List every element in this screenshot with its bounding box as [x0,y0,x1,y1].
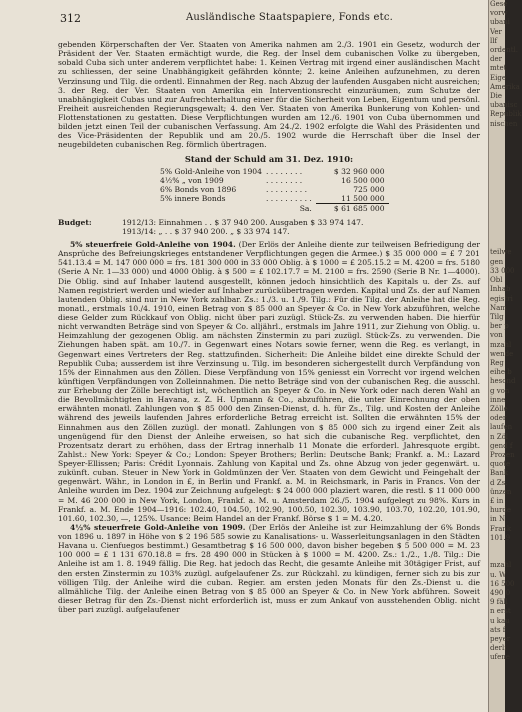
edge-fragment: Reg [490,358,504,367]
debt-label: 5% innere Bonds [160,194,226,204]
debt-amount: 11 500 000 [341,194,385,204]
text-column [58,40,480,614]
edge-fragment: 9 fäll [490,598,508,607]
edge-fragment: wende [490,349,514,358]
edge-fragment: hesond [490,377,516,386]
edge-fragment [489,156,505,165]
loan-1909-paragraph [58,523,480,614]
edge-fragment: eihe b [490,368,512,377]
edge-fragment: oder [490,414,507,423]
edge-fragment [489,147,505,156]
edge-fragment [489,193,505,202]
edge-fragment: ordentl. [490,46,518,55]
edge-fragment: derli [490,644,507,653]
budget-label: Budget: [58,217,92,227]
edge-fragment: Tilg [490,312,504,321]
debt-amount: 16 500 000 [341,175,385,185]
edge-fragment: ubani [490,18,510,27]
edge-fragment [489,202,505,211]
edge-fragment: inne [490,395,506,404]
edge-fragment: Inhab [490,285,511,294]
debt-label: 6% Bonds von 1896 [160,185,237,195]
edge-fragment: von [490,331,503,340]
edge-fragment: n Zöl [490,432,509,441]
edge-fragment: mzahl [490,340,512,349]
debt-amount: 725 000 [353,185,385,195]
debt-table [160,167,389,214]
edge-fragment: ufene [490,653,510,662]
edge-fragment [489,129,505,138]
edge-fragment: ber p [490,322,509,331]
edge-fragment: Prozen [490,450,515,459]
edge-fragment [489,230,505,239]
edge-fragment: vorw [490,9,508,18]
edge-fragment: Frank [490,524,512,533]
loan-1904-paragraph [58,240,480,523]
edge-fragment [489,175,505,184]
edge-fragment: llf [490,36,498,45]
edge-fragment: Gese [490,0,508,8]
debt-row [160,194,389,204]
edge-fragment: u kau [490,616,510,625]
edge-fragment [489,239,505,248]
loan-1904-text: (Der Erlös der Anleihe diente zur teilweisen Befriedigung der Ansprüche des Befreiungskrieges entstandener Verpflichtungen gegen die Armee.) $ 35 000 000 = £ 7 201 541.13.4 = M. 147 000 000 = frs. 181 300 000 in 33 000 Oblig. à $ 1000 = £ 205.15.2 = M. 4200 = frs. 5180 (Serie A Nr. 1—33 000) und 4000 Oblig. à $ 500 = £ 102.17.7 = M. 2100 = frs. 2590 (Serie B Nr. 1—4000). Die Oblig. sind auf Inhaber lautend ausgestellt, können jedoch hinsichtlich des Kapitals u. der Zs. auf Namen registriert werden und wieder auf Inhaber zurückübertragen werden. Kapital und Zs. der auf Namen lautenden Oblig. sind nur in New York zahlbar. Zs.: 1./3. u. 1./9. Tilg.: Für die Tilg. der Anleihe hat die Reg. monatl., erstmals 10./4. 1910, einen Betrag von $ 85 000 an Speyer & Co. in New York abzuführen, welche diese Gelder zum Rückkauf von Oblig. nicht über pari zuzügl. Stück-Zs. zu verwenden haben. Die hierfür nicht verwandten Beträge sind von Speyer & Co. alljährl., erstmals im Jahre 1911, zur Ziehung von Oblig. u. Heimzahlung der gezogenen Oblig. am nächsten Zinstermin zu pari zuzügl. Stück-Zs. zu verwenden. Die Ziehungen haben spät. am 10./7. in Gegenwart eines Notars sowie ferner, wenn die Reg. es verlangt, in Gegenwart eines Vertreters der Reg. stattzufinden. Sicherheit: Die Anleihe bildet eine direkte Schuld der Republik Cuba; ausserdem ist ihre Verzinsung u. Tilg. im besonderen sichergestellt durch Verpfändung von 15% der Einnahmen aus den Zöllen. Diese Verpfändung von 15% geniesst ein Vorrecht vor irgend welchen künftigen Verpfändungen von Zolleinnahmen. Die netto Beträge sind von der cubanischen Reg. die ausschl. zur Erhebung der Zölle berechtigt ist, wöchentlich an Speyer & Co. in New York oder nach deren Wahl an die Bevollmächtigten in Havana, z. Z. H. Upmann & Co., abzuführen, die unter Einrechnung der oben erwähnten monatl. Zahlungen von $ 85 000 den Zinsen-Dienst, d. h. für Zs., Tilg. und Kosten der Anleihe während des jeweils laufenden Jahres erforderliche Betrag erreicht ist. Sollten die erwähnten 15% der Einnahmen aus den Zöllen zuzügl. der monatl. Zahlungen von $ 85 000 sich zu irgend einer Zeit als ungenügend für den Dienst der Anleihe erweisen, so hat sich die cubanische Reg. verpflichtet, den Prozentsatz derart zu erhöhen, dass der Ertrag innerhalb 11 Monate die erforderl. Jahresquote ergibt. Zahlst.: New York: Speyer & Co.; London: Speyer Brothers; Berlin: Deutsche Bank; Frankf. a. M.: Lazard Speyer-Ellissen; Paris: Crédit Lyonnais. Zahlung von Kapital und Zs. ohne Abzug von jeder gegenwärt. u. zukünft. cuban. Steuer in New York in Goldmünzen der Ver. Staaten von dem Gewicht und Feingehalt der gegenwärt. Währ., in London in £, in Berlin und Frankf. a. M. in Reichsmark, in Paris in Francs. Von der Anleihe wurden im Dez. 1904 zur Zeichnung aufgelegt: $ 24 000 000 plaziert waren, die restl. $ 11 000 000 = M. 46 200 000 in New York, London, Frankf. a. M. u. Amsterdam 26./5. 1904 aufgelegt zu 98%. Kurs in Frankf. a. M. Ende 1904—1916: 102.40, 104.50, 102.90, 100.50, 102.30, 103.90, 103.70, 102.20, 101.90, 101.60, 102.30, —, 125%. Usance: Beim Handel an der Frankf. Börse $ 1 = M. 4.20. [58,240,480,523]
edge-fragment: nischen [490,119,518,128]
edge-fragment: u. W [490,570,507,579]
budget-block [58,218,480,236]
edge-fragment: ats f [490,625,506,634]
edge-fragment: mtet [490,64,507,73]
debt-section-title: Stand der Schuld am 31. Dez. 1910: [184,153,354,164]
budget-line-1: 1912/13: Einnahmen . . $ 37 940 200. Ausgaben $ 33 974 147. [122,217,364,227]
page-header [60,12,478,26]
edge-fragment: mzahl [490,561,512,570]
debt-label: 4½% „ von 1909 [160,175,224,185]
edge-fragment [489,138,505,147]
edge-fragment: Republik [490,110,522,119]
loan-1909-heading: 4½% steuerfreie Gold-Anleihe von 1909. [70,522,246,532]
edge-fragment: 490 0 [490,589,511,597]
debt-sum-amount: $ 61 685 000 [316,204,389,214]
edge-fragment: Die [490,92,502,101]
edge-fragment: laufen [490,423,513,432]
edge-fragment: in N [490,515,506,524]
budget-line-2: 1913/14: „ . . $ 37 940 200. „ $ 33 974 147. [122,226,290,236]
debt-dots: . . . . . . . . [265,175,303,185]
debt-label: 5% Gold-Anleihe von 1904 [160,166,262,176]
edge-fragment: der [490,55,502,64]
debt-sum-label: Sa. [299,204,312,214]
edge-fragment: gend f [490,441,513,450]
debt-row [160,167,389,176]
edge-fragment [489,166,505,175]
edge-fragment: Eige [490,73,506,82]
debt-row [160,185,389,194]
edge-fragment: egistri [490,294,513,303]
edge-fragment: Obl [490,276,503,285]
debt-dots: . . . . . . . . [265,166,303,176]
page-number: 312 [60,12,81,25]
edge-fragment: teilwe [490,248,512,257]
edge-fragment: 101.9 [490,533,511,542]
debt-sum-row [160,204,389,214]
edge-fragment: Nam [490,303,507,312]
edge-fragment: ubanisc [490,101,518,110]
edge-fragment: g von [490,386,510,395]
adjacent-page-edge [488,0,522,712]
budget-lines [122,218,363,236]
edge-fragment: 33 000 [490,266,515,275]
edge-fragment [489,552,505,561]
edge-fragment: d Zs. [490,478,508,487]
edge-fragment: n erst [490,607,511,616]
debt-row [160,176,389,185]
edge-fragment: Bank [490,469,509,478]
edge-fragment [489,221,505,230]
debt-dots: . . . . . . . . . [265,185,308,195]
loan-1909-text: (Der Erlös der Anleihe ist zur Heimzahlung der 6% Bonds von 1896 u. 1897 in Höhe von $ 2 196 585 sowie zu Kanalisations- u. Wasserleitungsanlagen in den Städten Havana u. Cienfuegos bestimmt.) Gesamtbetrag $ 16 500 000, davon bisher begeben $ 5 500 000 = M. 23 100 000 = £ 1 131 670.18.8 = frs. 28 490 000 in Stücken à $ 1000 = M. 4200. Zs.: 1./2., 1./8. Tilg.: Die Anleihe ist am 1. 8. 1949 fällig. Die Reg. hat jedoch das Recht, die gesamte Anleihe mit 30tägiger Frist, auf den ersten Zinstermin zu 103% zuzügl. aufgelaufener Zs. zur Rückzahl. zu kündigen, ferner sich zu bis zur völligen Tilg. der Anleihe wird die cuban. Regier. am ersten jeden Monats für den Zs.-Dienst u. die allmähliche Tilg. der Anleihe einen Betrag von $ 85 000 an Speyer & Co. in New York abführen. Soweit dieser Betrag für den Zs.-Dienst nicht erforderlich ist, muss er zum Ankauf von ausstehenden Oblig. nicht über pari zuzügl. aufgelaufener [58,522,480,615]
edge-fragment: 16 500 [490,579,515,588]
edge-fragment: Amerika [490,82,520,91]
intro-paragraph: gebenden Körperschaften der Ver. Staaten von Amerika nahmen am 2./3. 1901 ein Gesetz, wodurch der Präsident der Ver. Staaten ermächtigt wurde, die Reg. der Insel dem cubanischen Volke zu übergeben, sobald Cuba sich unter anderem verpflichtet habe: 1. Keinen Vertrag mit irgend einer ausländischen Macht zu schliessen, der seine Unabhängigkeit gefährden könnte; 2. keine Anleihen aufzunehmen, zu deren Verzinsung und Tilg. die ordentl. Einnahmen der Reg. nach Abzug der laufenden Ausgaben nicht ausreichen; 3. der Reg. der Ver. Staaten von Amerika ein Interventionsrecht einzuräumen, zum Schutze der unabhängigkeit Cubas und zur Aufrechterhaltung einer für die Sicherheit von Leben, Eigentum und persönl. Freiheit ausreichenden Regierungsgewalt; 4. den Ver. Staaten von Amerika Bunkerung von Kohlen- und Flottenstationen zu gestatten. Diese Verpflichtungen wurden am 12./6. 1901 von Cuba übernommen und bilden jetzt einen Teil der cubanischen Verfassung. Am 24./2. 1902 erfolgte die Wahl des Präsidenten und des Vice-Präsidenten der Republik und am 20./5. 1902 wurde die Herrschaft über die Insel der neugebildeten cubanischen Reg. förmlich übertragen. [58,40,480,150]
loan-1904-heading: 5% steuerfreie Gold-Anleihe von 1904. [70,240,236,250]
edge-fragment: hurde [490,506,511,515]
edge-fragment [489,212,505,221]
edge-fragment: ünzen [490,487,512,496]
edge-fragment [489,184,505,193]
edge-fragment: gen [490,257,504,266]
edge-fragment: £ in [490,496,504,505]
debt-dots: . . . . . . . . . . [265,194,312,204]
debt-sum-spacer [160,204,266,214]
edge-fragment: Ver [490,27,502,36]
edge-fragment [489,543,505,552]
edge-fragment: Zölle [490,404,508,413]
edge-fragment: quote [490,460,511,469]
running-title: Ausländische Staatspapiere, Fonds etc. [186,12,394,23]
debt-amount: $ 32 960 000 [333,166,385,176]
edge-fragment: peyer [490,635,511,644]
